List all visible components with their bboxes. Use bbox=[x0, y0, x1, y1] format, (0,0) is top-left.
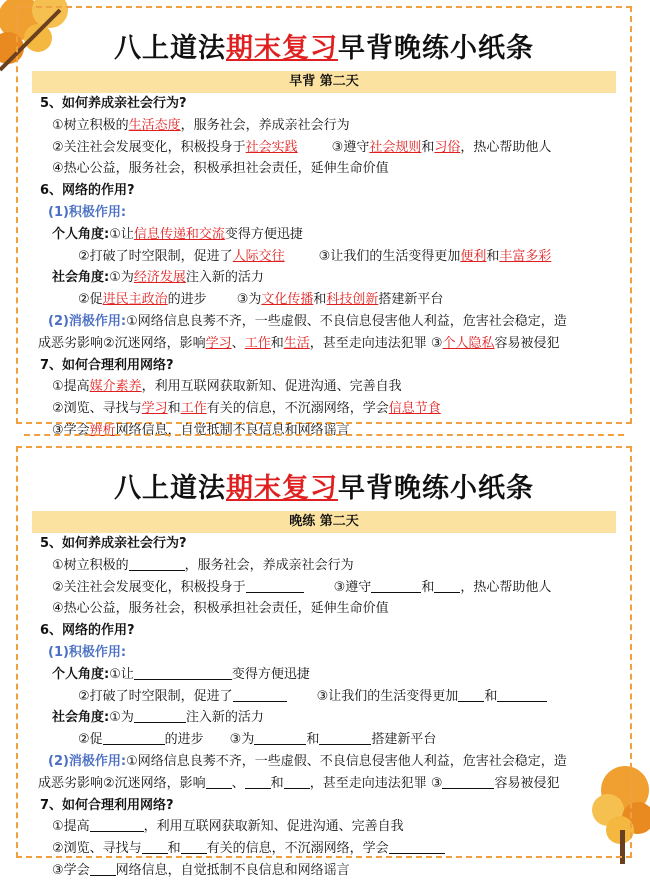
fill-blank[interactable] bbox=[245, 775, 271, 789]
q7-item-2: ②浏览、寻找与 和 有关的信息，不沉溺网络，学会 bbox=[38, 838, 618, 860]
keyword: 个人隐私 bbox=[442, 335, 495, 351]
card-title bbox=[18, 26, 630, 65]
q5-item-2-3: ②关注社会发展变化，积极投身于社会实践 ③遵守社会规则和习俗，热心帮助他人 bbox=[52, 139, 552, 155]
fill-blank[interactable] bbox=[389, 840, 445, 854]
keyword: 工作 bbox=[244, 335, 271, 351]
fill-blank[interactable] bbox=[434, 579, 460, 593]
fill-blank[interactable] bbox=[134, 709, 186, 723]
keyword: 社会规则 bbox=[369, 139, 422, 155]
keyword: 进民主政治 bbox=[102, 292, 168, 308]
positive-effects-heading: (1)积极作用: bbox=[48, 644, 127, 660]
q5-item-4: ④热心公益，服务社会，积极承担社会责任，延伸生命价值 bbox=[52, 161, 389, 177]
society-line-2: ②促 的进步 ③为 和 搭建新平台 bbox=[78, 732, 437, 748]
positive-effects-heading: (1)积极作用: bbox=[48, 204, 127, 220]
q5-item-1: ①树立积极的 ，服务社会，养成亲社会行为 bbox=[52, 557, 354, 573]
personal-line-1: 个人角度:①让 变得方便迅捷 bbox=[52, 666, 310, 682]
keyword: 生活 bbox=[283, 335, 310, 351]
fill-blank[interactable] bbox=[319, 731, 371, 745]
keyword: 工作 bbox=[180, 401, 207, 417]
keyword: 学习 bbox=[205, 335, 232, 351]
q5-item-1: ①树立积极的生活态度，服务社会，养成亲社会行为 bbox=[52, 117, 350, 133]
fill-blank[interactable] bbox=[233, 688, 287, 702]
society-line-2: ②促进民主政治的进步 ③为文化传播和科技创新搭建新平台 bbox=[78, 292, 444, 308]
society-line-1: 社会角度:①为经济发展注入新的活力 bbox=[52, 270, 264, 286]
q7-item-2: ②浏览、寻找与学习和工作有关的信息，不沉溺网络，学会信息节食 bbox=[52, 401, 441, 417]
fill-blank[interactable] bbox=[254, 731, 306, 745]
keyword: 媒介素养 bbox=[89, 379, 142, 395]
fill-blank[interactable] bbox=[497, 688, 547, 702]
day-band: 早背 第二天 bbox=[32, 71, 616, 93]
title-suffix: 早背晚练小纸条 bbox=[338, 473, 534, 504]
personal-line-2: ②打破了时空限制，促进了人际交往 ③让我们的生活变得更加便利和丰富多彩 bbox=[78, 248, 552, 264]
keyword: 文化传播 bbox=[261, 292, 314, 308]
keyword: 丰富多彩 bbox=[499, 248, 552, 264]
question-6: 6、网络的作用? bbox=[40, 183, 135, 199]
card-content bbox=[38, 533, 618, 882]
card-title bbox=[18, 466, 630, 505]
negative-line-2: 成恶劣影响②沉迷网络，影响学习、工作和生活，甚至走向违法犯罪 ③个人隐私容易被侵犯 bbox=[38, 335, 560, 351]
title-highlight: 期末复习 bbox=[226, 473, 338, 504]
morning-review-card bbox=[16, 6, 632, 438]
keyword: 社会实践 bbox=[245, 139, 298, 155]
negative-effects-heading: (2)消极作用: bbox=[48, 313, 127, 329]
personal-line-1: 个人角度:①让信息传递和交流变得方便迅捷 bbox=[52, 226, 303, 242]
section-divider bbox=[24, 434, 624, 436]
fill-blank[interactable] bbox=[284, 775, 310, 789]
fill-blank[interactable] bbox=[142, 840, 168, 854]
keyword: 信息节食 bbox=[388, 401, 441, 417]
q7-item-1: ①提高媒介素养，利用互联网获取新知、促进沟通、完善自我 bbox=[52, 379, 402, 395]
keyword: 便利 bbox=[460, 248, 487, 264]
fill-blank[interactable] bbox=[90, 862, 116, 876]
negative-line-1: (2)消极作用:①网络信息良莠不齐，一些虚假、不良信息侵害他人利益，危害社会稳定，造 bbox=[38, 311, 618, 333]
negative-line-2: 成恶劣影响②沉迷网络，影响 、 和 ，甚至走向违法犯罪 ③ 容易被侵犯 bbox=[38, 775, 560, 791]
fill-blank[interactable] bbox=[90, 818, 144, 832]
society-line-1: 社会角度:①为 注入新的活力 bbox=[52, 710, 264, 726]
fill-blank[interactable] bbox=[458, 688, 484, 702]
fill-blank[interactable] bbox=[206, 775, 232, 789]
question-7: 7、如何合理利用网络? bbox=[40, 797, 174, 813]
fill-blank[interactable] bbox=[134, 666, 232, 680]
day-band: 晚练 第二天 bbox=[32, 511, 616, 533]
q5-item-2-3: ②关注社会发展变化，积极投身于 ③遵守 和 ，热心帮助他人 bbox=[52, 579, 552, 595]
question-5: 5、如何养成亲社会行为? bbox=[40, 536, 187, 551]
evening-practice-card bbox=[16, 446, 632, 878]
keyword: 经济发展 bbox=[133, 270, 186, 286]
title-prefix: 八上道法 bbox=[114, 473, 226, 504]
q5-item-4: ④热心公益，服务社会，积极承担社会责任，延伸生命价值 bbox=[52, 601, 389, 617]
q7-item-3: ③学会 网络信息，自觉抵制不良信息和网络谣言 bbox=[52, 862, 350, 878]
keyword: 学习 bbox=[141, 401, 168, 417]
negative-effects-heading: (2)消极作用: bbox=[48, 753, 127, 769]
negative-line-1: (2)消极作用:①网络信息良莠不齐，一些虚假、不良信息侵害他人利益，危害社会稳定，造 bbox=[38, 751, 618, 773]
fill-blank[interactable] bbox=[129, 557, 185, 571]
keyword: 科技创新 bbox=[326, 292, 379, 308]
fill-blank[interactable] bbox=[246, 579, 304, 593]
keyword: 习俗 bbox=[434, 139, 461, 155]
card-content bbox=[38, 93, 618, 442]
fill-blank[interactable] bbox=[103, 731, 165, 745]
title-suffix: 早背晚练小纸条 bbox=[338, 33, 534, 64]
keyword: 信息传递和交流 bbox=[133, 226, 225, 242]
q7-item-3: ③学会辨析网络信息，自觉抵制不良信息和网络谣言 bbox=[52, 422, 350, 438]
title-prefix: 八上道法 bbox=[114, 33, 226, 64]
question-6: 6、网络的作用? bbox=[40, 623, 135, 639]
question-7: 7、如何合理利用网络? bbox=[40, 357, 174, 373]
fill-blank[interactable] bbox=[181, 840, 207, 854]
title-highlight: 期末复习 bbox=[226, 33, 338, 64]
keyword: 生活态度 bbox=[128, 117, 181, 133]
fill-blank[interactable] bbox=[371, 579, 421, 593]
question-5: 5、如何养成亲社会行为? bbox=[40, 96, 187, 111]
q7-item-1: ①提高 ，利用互联网获取新知、促进沟通、完善自我 bbox=[52, 819, 404, 835]
personal-line-2: ②打破了时空限制，促进了 ③让我们的生活变得更加 和 bbox=[38, 686, 618, 708]
keyword: 人际交往 bbox=[232, 248, 285, 264]
fill-blank[interactable] bbox=[442, 775, 494, 789]
keyword: 辨析 bbox=[89, 422, 116, 438]
